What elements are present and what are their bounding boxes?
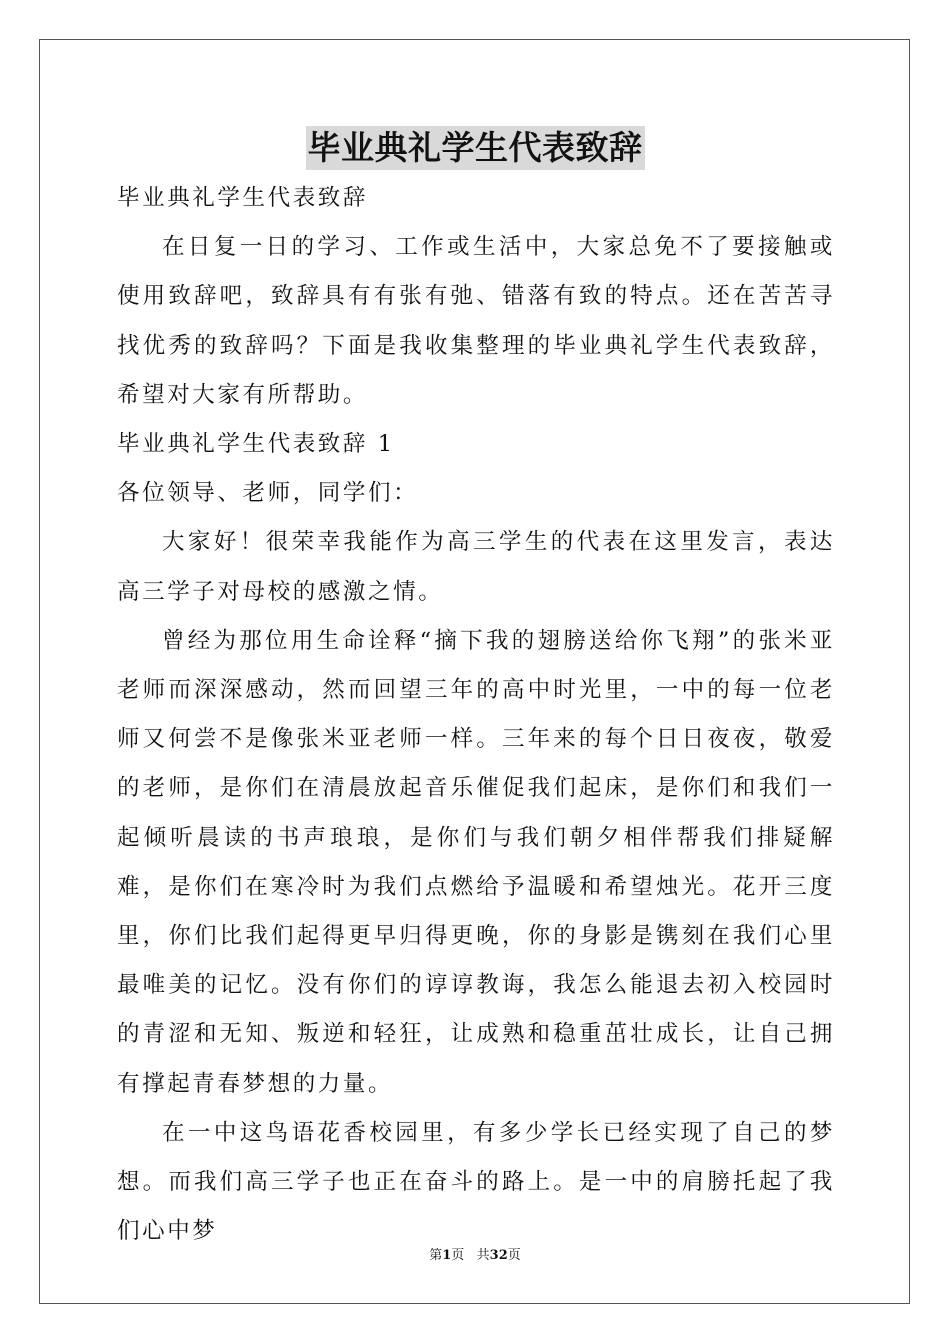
document-title: 毕业典礼学生代表致辞 <box>306 126 645 170</box>
paragraph-section-heading: 毕业典礼学生代表致辞 1 <box>117 431 395 458</box>
document-body <box>117 174 835 1256</box>
paragraph-intro: 在日复一日的学习、工作或生活中，大家总免不了要接触或使用致辞吧，致辞具有有张有弛、错落有致的特点。还在苦苦寻找优秀的致辞吗？下面是我收集整理的毕业典礼学生代表致辞，希望对大家有所帮助。 <box>117 234 835 408</box>
paragraph-subtitle: 毕业典礼学生代表致辞 <box>117 185 369 211</box>
footer-page-mid: 页 共 <box>451 1248 490 1263</box>
title-wrap <box>0 126 950 170</box>
footer-page-current: 1 <box>442 1248 452 1263</box>
page-footer <box>0 1247 950 1265</box>
paragraph-body-1: 曾经为那位用生命诠释“摘下我的翅膀送给你飞翔”的张米亚老师而深深感动，然而回望三年的高中时光里，一中的每一位老师又何尝不是像张米亚老师一样。三年来的每个日日夜夜，敬爱的老师，是你们在清晨放起音乐催促我们起床，是你们和我们一起倾听晨读的书声琅琅，是你们与我们朝夕相伴帮我们排疑解难，是你们在寒冷时为我们点燃给予温暖和希望烛光。花开三度里，你们比我们起得更早归得更晚，你的身影是镌刻在我们心里最唯美的记忆。没有你们的谆谆教诲，我怎么能退去初入校园时的青涩和无知、叛逆和轻狂，让成熟和稳重茁壮成长，让自己拥有撑起青春梦想的力量。 <box>117 627 835 1097</box>
footer-page-suffix: 页 <box>507 1248 521 1263</box>
footer-page-total: 32 <box>489 1248 508 1263</box>
paragraph-salutation: 各位领导、老师，同学们： <box>117 480 419 507</box>
paragraph-greeting: 大家好！很荣幸我能作为高三学生的代表在这里发言，表达高三学子对母校的感激之情。 <box>117 529 835 605</box>
footer-page-prefix: 第 <box>429 1248 443 1263</box>
paragraph-body-2: 在一中这鸟语花香校园里，有多少学长已经实现了自己的梦想。而我们高三学子也正在奋斗的路上。是一中的肩膀托起了我们心中梦 <box>117 1119 835 1245</box>
